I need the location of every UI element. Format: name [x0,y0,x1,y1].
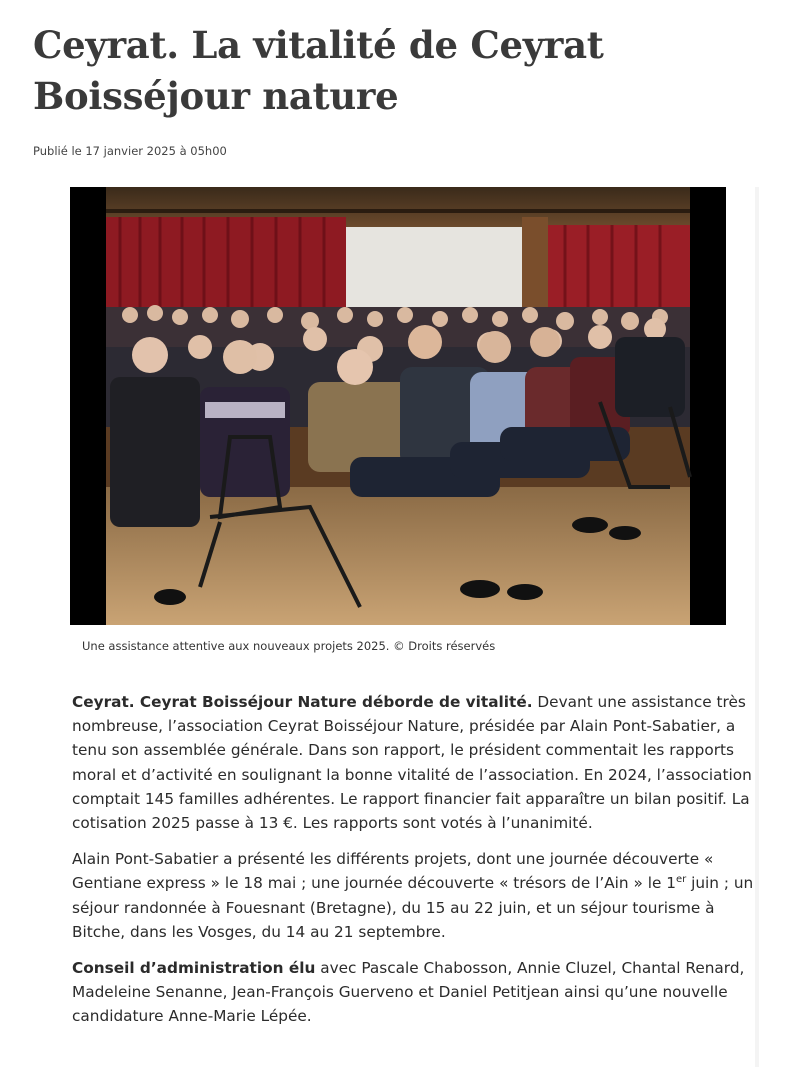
photo-caption: Une assistance attentive aux nouveaux projets 2025. © Droits réservés [82,639,496,653]
paragraph-1 [72,690,762,835]
article-body [72,690,762,1041]
paragraph-2-sup: er [675,874,687,886]
paragraph-2-text-b: juin ; un séjour randonnée à Fouesnant (Bretagne), du 15 au 22 juin, et un séjour tourisme à Bitche, dans les Vosges, du 14 au 21 septembre. [72,874,754,941]
paragraph-2 [72,847,762,944]
paragraph-2-text-a: Alain Pont-Sabatier a présenté les différents projets, dont une journée découverte « Gentiane express » le 18 mai ; une journée découverte « trésors de l’Ain » le 1 [72,850,714,893]
paragraph-1-lead: Ceyrat. Ceyrat Boisséjour Nature déborde de vitalité. [72,693,533,711]
paragraph-3 [72,956,762,1029]
paragraph-3-lead: Conseil d’administration élu [72,959,316,978]
publish-date: Publié le 17 janvier 2025 à 05h00 [33,144,227,158]
article-photo [70,187,726,625]
paragraph-3-text: avec Pascale Chabosson, Annie Cluzel, Chantal Renard, Madeleine Senanne, Jean-François Guerveno et Daniel Petitjean ainsi qu’une nouvelle candidature Anne-Marie Lépée. [72,959,745,1026]
paragraph-1-text: Devant une assistance très nombreuse, l’association Ceyrat Boisséjour Nature, présidée par Alain Pont-Sabatier, a tenu son assemblée générale. Dans son rapport, le président commentait les rapports moral et d’activité en soulignant la bonne vitalité de l’association. En 2024, l’association comptait 145 familles adhérentes. Le rapport financier fait apparaître un bilan positif. La cotisation 2025 passe à 13 €. Les rapports sont votés à l’unanimité. [72,693,752,833]
article-title: Ceyrat. La vitalité de Ceyrat Boisséjour nature [33,23,604,118]
